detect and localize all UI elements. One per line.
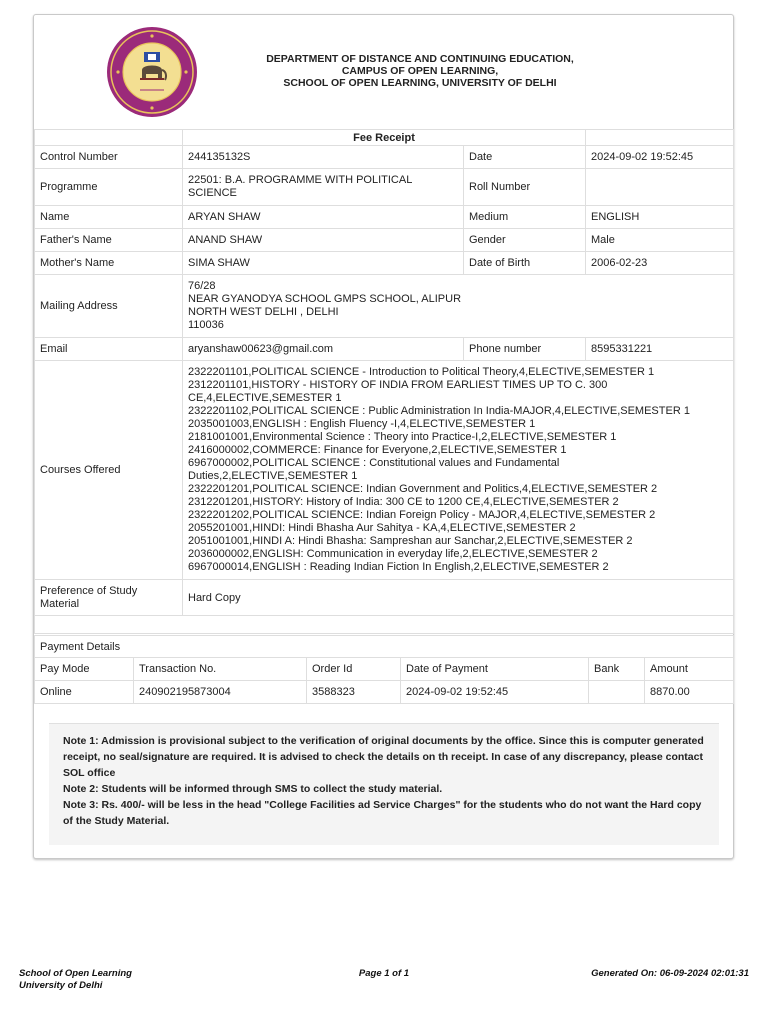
father-name-value: ANAND SHAW [183, 229, 464, 252]
name-label: Name [35, 206, 183, 229]
generated-on: Generated On: 06-09-2024 02:01:31 [591, 968, 749, 979]
preference-label [35, 580, 183, 616]
roll-number-value [586, 169, 734, 206]
gender-value: Male [586, 229, 734, 252]
email-value: aryanshaw00623@gmail.com [183, 338, 464, 361]
university-logo-icon [106, 26, 198, 118]
address-line: 110036 [188, 319, 224, 331]
course-line: 6967000002,POLITICAL SCIENCE : Constitutional values and Fundamental [188, 457, 560, 469]
order-id-value: 3588323 [307, 681, 401, 704]
name-value: ARYAN SHAW [183, 206, 464, 229]
footer-left-line-1: School of Open Learning [19, 968, 132, 979]
bank-value [589, 681, 645, 704]
email-label: Email [35, 338, 183, 361]
programme-value [183, 169, 464, 206]
course-line: 6967000014,ENGLISH : Reading Indian Fiction In English,2,ELECTIVE,SEMESTER 2 [188, 561, 609, 573]
preference-value: Hard Copy [183, 580, 734, 616]
payment-details-table [34, 635, 734, 704]
course-line: 2416000002,COMMERCE: Finance for Everyone,2,ELECTIVE,SEMESTER 1 [188, 444, 567, 456]
dob-value: 2006-02-23 [586, 252, 734, 275]
dept-line-3: SCHOOL OF OPEN LEARNING, UNIVERSITY OF DELHI [283, 77, 557, 89]
course-line: 2322201202,POLITICAL SCIENCE: Indian Foreign Policy - MAJOR,4,ELECTIVE,SEMESTER 2 [188, 509, 656, 521]
course-line: 2322201201,POLITICAL SCIENCE: Indian Government and Politics,4,ELECTIVE,SEMESTER 2 [188, 483, 658, 495]
course-line: Duties,2,ELECTIVE,SEMESTER 1 [188, 470, 358, 482]
spacer-row [35, 616, 734, 634]
date-value: 2024-09-02 19:52:45 [586, 146, 734, 169]
roll-number-label: Roll Number [464, 169, 586, 206]
payment-details-title: Payment Details [35, 636, 734, 658]
medium-value: ENGLISH [586, 206, 734, 229]
course-line: 2051001001,HINDI A: Hindi Bhasha: Sampreshan aur Sanchar,2,ELECTIVE,SEMESTER 2 [188, 535, 633, 547]
bank-header: Bank [589, 658, 645, 681]
notes-box [49, 723, 719, 845]
dob-label: Date of Birth [464, 252, 586, 275]
courses-offered-label: Courses Offered [35, 361, 183, 580]
course-line: 2055201001,HINDI: Hindi Bhasha Aur Sahitya - KA,4,ELECTIVE,SEMESTER 2 [188, 522, 576, 534]
course-line: 2036000002,ENGLISH: Communication in everyday life,2,ELECTIVE,SEMESTER 2 [188, 548, 598, 560]
course-line: 2322201101,POLITICAL SCIENCE - Introduction to Political Theory,4,ELECTIVE,SEMESTER 1 [188, 366, 655, 378]
control-number-value: 244135132S [183, 146, 464, 169]
gender-label: Gender [464, 229, 586, 252]
course-line: 2312201101,HISTORY - HISTORY OF INDIA FROM EARLIEST TIMES UP TO C. 300 [188, 379, 608, 391]
empty-cell [35, 130, 183, 146]
course-line: 2312201201,HISTORY: History of India: 300 CE to 1200 CE,4,ELECTIVE,SEMESTER 2 [188, 496, 619, 508]
date-of-payment-value: 2024-09-02 19:52:45 [401, 681, 589, 704]
department-heading [220, 53, 620, 89]
amount-header: Amount [645, 658, 734, 681]
mailing-address-value [183, 275, 734, 338]
course-line: 2322201102,POLITICAL SCIENCE : Public Administration In India-MAJOR,4,ELECTIVE,SEMESTER 1 [188, 405, 690, 417]
empty-cell [586, 130, 734, 146]
date-of-payment-header: Date of Payment [401, 658, 589, 681]
note-2: Note 2: Students will be informed through SMS to collect the study material. [63, 783, 443, 795]
address-line: 76/28 [188, 280, 216, 292]
mailing-address-label: Mailing Address [35, 275, 183, 338]
receipt-header [34, 15, 733, 129]
programme-line-2: SCIENCE [188, 187, 237, 199]
preference-label-line-1: Preference of Study [40, 584, 138, 597]
order-id-header: Order Id [307, 658, 401, 681]
medium-label: Medium [464, 206, 586, 229]
footer-left-line-2: University of Delhi [19, 980, 103, 991]
control-number-label: Control Number [35, 146, 183, 169]
date-label: Date [464, 146, 586, 169]
note-1: Note 1: Admission is provisional subject to the verification of original documents by the office. Since this is computer generated receipt, no seal/signature are required. It is advised to check the details on th receipt. In case of any discrepancy, please contact SOL office [63, 735, 704, 779]
note-3: Note 3: Rs. 400/- will be less in the head "College Facilities ad Service Charges" for the students who do not want the Hard copy of the Study Material. [63, 799, 702, 827]
preference-label-line-2: Material [40, 597, 80, 610]
courses-offered-list [183, 361, 734, 580]
pay-mode-header: Pay Mode [35, 658, 134, 681]
page-number: Page 1 of 1 [358, 968, 410, 979]
dept-line-2: CAMPUS OF OPEN LEARNING, [341, 65, 499, 77]
transaction-no-value: 240902195873004 [134, 681, 307, 704]
course-line: 2035001003,ENGLISH : English Fluency -I,4,ELECTIVE,SEMESTER 1 [188, 418, 536, 430]
pay-mode-value: Online [35, 681, 134, 704]
mother-name-label: Mother's Name [35, 252, 183, 275]
fee-receipt-title: Fee Receipt [183, 130, 586, 146]
father-name-label: Father's Name [35, 229, 183, 252]
address-line: NEAR GYANODYA SCHOOL GMPS SCHOOL, ALIPUR [188, 293, 462, 305]
amount-value: 8870.00 [645, 681, 734, 704]
course-line: 2181001001,Environmental Science : Theory into Practice-I,2,ELECTIVE,SEMESTER 1 [188, 431, 617, 443]
course-line: CE,4,ELECTIVE,SEMESTER 1 [188, 392, 342, 404]
fee-receipt-table [34, 129, 734, 634]
transaction-no-header: Transaction No. [134, 658, 307, 681]
address-line: NORTH WEST DELHI , DELHI [188, 306, 339, 318]
mother-name-value: SIMA SHAW [183, 252, 464, 275]
phone-value: 8595331221 [586, 338, 734, 361]
dept-line-1: DEPARTMENT OF DISTANCE AND CONTINUING EDUCATION, [266, 53, 574, 65]
phone-label: Phone number [464, 338, 586, 361]
programme-label: Programme [35, 169, 183, 206]
programme-line-1: 22501: B.A. PROGRAMME WITH POLITICAL [188, 174, 413, 186]
receipt-card [33, 14, 734, 859]
